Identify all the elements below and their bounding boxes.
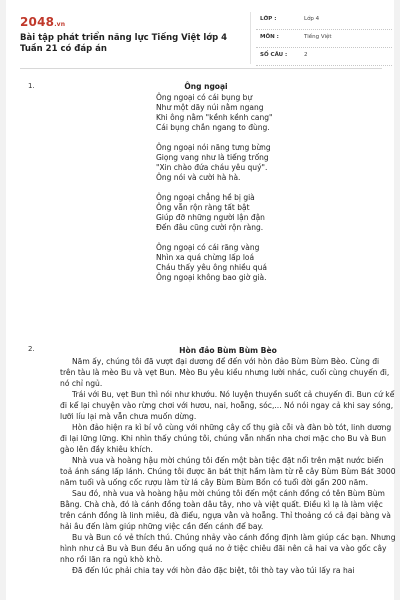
document-header — [20, 12, 392, 62]
story-paragraph: Trái với Bu, vẹt Bun thì nói như khướu. Nó luyện thuyền suốt cả chuyến đi. Bun cứ kể đi kể lại chuyện vào rừng chơi với hươu, nai, hoẵng, sóc,... Nó nói ngay cả khi say sóng, lưỡi líu lại mà vẫn chưa muốn dừng. — [60, 390, 395, 421]
poem-stanza — [156, 243, 296, 283]
story-paragraph: Bu và Bun có vẻ thích thú. Chúng nhảy vào cánh đồng định làm giúp các bạn. Nhưng hình như cả Bu và Bun đều ăn uống quá no ở tiệc chiêu đãi nên cả hai va vào gốc cây nho rồi lăn ra ngủ khò khò. — [60, 533, 396, 564]
poem-line: Ông nói và cười hà hà. — [156, 173, 241, 182]
poem-line: Ông ngoại không bao giờ già. — [156, 273, 267, 282]
poem-stanza — [156, 193, 296, 233]
story — [60, 345, 396, 576]
header-divider — [20, 68, 382, 69]
poem-stanza — [156, 93, 296, 133]
meta-key: LỚP : — [260, 16, 277, 22]
meta-value: Lớp 4 — [304, 16, 320, 22]
poem-line: Cháu thấy yêu ông nhiều quá — [156, 263, 267, 272]
site-logo[interactable] — [20, 15, 65, 29]
question-number: 2. — [28, 345, 35, 353]
poem-line: Ông ngoại có cái bụng bự — [156, 93, 253, 102]
meta-value: Tiếng Việt — [304, 34, 332, 40]
poem-line: "Xin chào đứa cháu yêu quý". — [156, 163, 268, 172]
logo-text: 2048 — [20, 15, 55, 29]
poem-line: Giọng vang như là tiếng trống — [156, 153, 269, 162]
story-paragraph: Đã đến lúc phải chia tay với hòn đảo đặc biệt, tôi thò tay vào túi lấy ra hai — [72, 566, 355, 575]
meta-row-subject — [256, 30, 392, 48]
meta-value: 2 — [304, 52, 308, 58]
meta-row-class — [256, 12, 392, 30]
poem-line: Ông ngoại nói năng tưng bừng — [156, 143, 271, 152]
meta-key: SỐ CÂU : — [260, 52, 288, 58]
story-paragraph: Năm ấy, chúng tôi đã vượt đại dương để đến với hòn đảo Bùm Bùm Bèo. Cùng đi trên tàu là mèo Bu và vẹt Bun. Mèo Bu yêu kiều nhưng lười nhác, cuối cùng chuyến đi, nó chỉ ngủ. — [60, 357, 390, 388]
poem-line: Khi ông nằm "kềnh kềnh cang" — [156, 113, 273, 122]
meta-row-count — [256, 48, 392, 66]
logo-suffix: .vn — [54, 21, 66, 28]
meta-separator — [250, 12, 251, 64]
poem-line: Nhìn xa quá chừng lấp loá — [156, 253, 255, 262]
poem-title: Ông ngoại — [184, 82, 228, 91]
story-paragraph: Nhà vua và hoàng hậu mời chúng tôi đến một bàn tiệc đặt nổi trên mặt nước biển toả ánh sáng lấp lánh. Chúng tôi được ăn bát thịt hầm làm từ rễ cây Bùm Bùm Bát 3000 năm tuổi và uống cốc rượu làm từ lá cây Bùm Bùm Bồn có tuổi đời gần 200 năm. — [60, 456, 396, 487]
poem-line: Ông ngoại chẳng hề bị già — [156, 193, 255, 202]
poem-line: Đến đâu cũng cười rộn ràng. — [156, 223, 264, 232]
poem-line: Ông ngoại có cái răng vàng — [156, 243, 260, 252]
story-title: Hòn đảo Bùm Bùm Bèo — [179, 346, 277, 355]
poem-stanza — [156, 143, 296, 183]
poem-line: Như một dãy núi nằm ngang — [156, 103, 264, 112]
poem-line: Ông vẫn rộn ràng tất bật — [156, 203, 250, 212]
story-paragraph: Hòn đảo hiện ra kì bí vô cùng với những cây cổ thụ già cỗi và đàn bò tót, linh dương đi lại lững lững. Khi nhìn thấy chúng tôi, chúng vẫn nhẩn nha chơi mặc cho Bu và Bun gào lên đầy khiêu khích. — [60, 423, 392, 454]
poem-line: Giúp đỡ những người lận đận — [156, 213, 265, 222]
document-title: Bài tập phát triển năng lực Tiếng Việt lớp 4 Tuần 21 có đáp án — [20, 33, 228, 54]
meta-key: MÔN : — [260, 34, 279, 40]
question-number: 1. — [28, 82, 35, 90]
document-page — [6, 0, 394, 600]
poem-line: Cái bụng chắn ngang to đùng. — [156, 123, 270, 132]
meta-table — [256, 12, 392, 66]
story-paragraph: Sau đó, nhà vua và hoàng hậu mời chúng tôi đến một cánh đồng có tên Bùm Bùm Bằng. Chà chà, đó là cánh đồng toàn dâu tây, nho và việt quất. Điều kì lạ là làm việc trên cánh đồng là linh miêu, đà điểu, ngựa vằn và hoẵng. Thỉ thoảng có cả đại bàng và hải âu đến làm giúp những việc cần đến cánh để bay. — [60, 489, 391, 531]
poem — [156, 82, 296, 293]
